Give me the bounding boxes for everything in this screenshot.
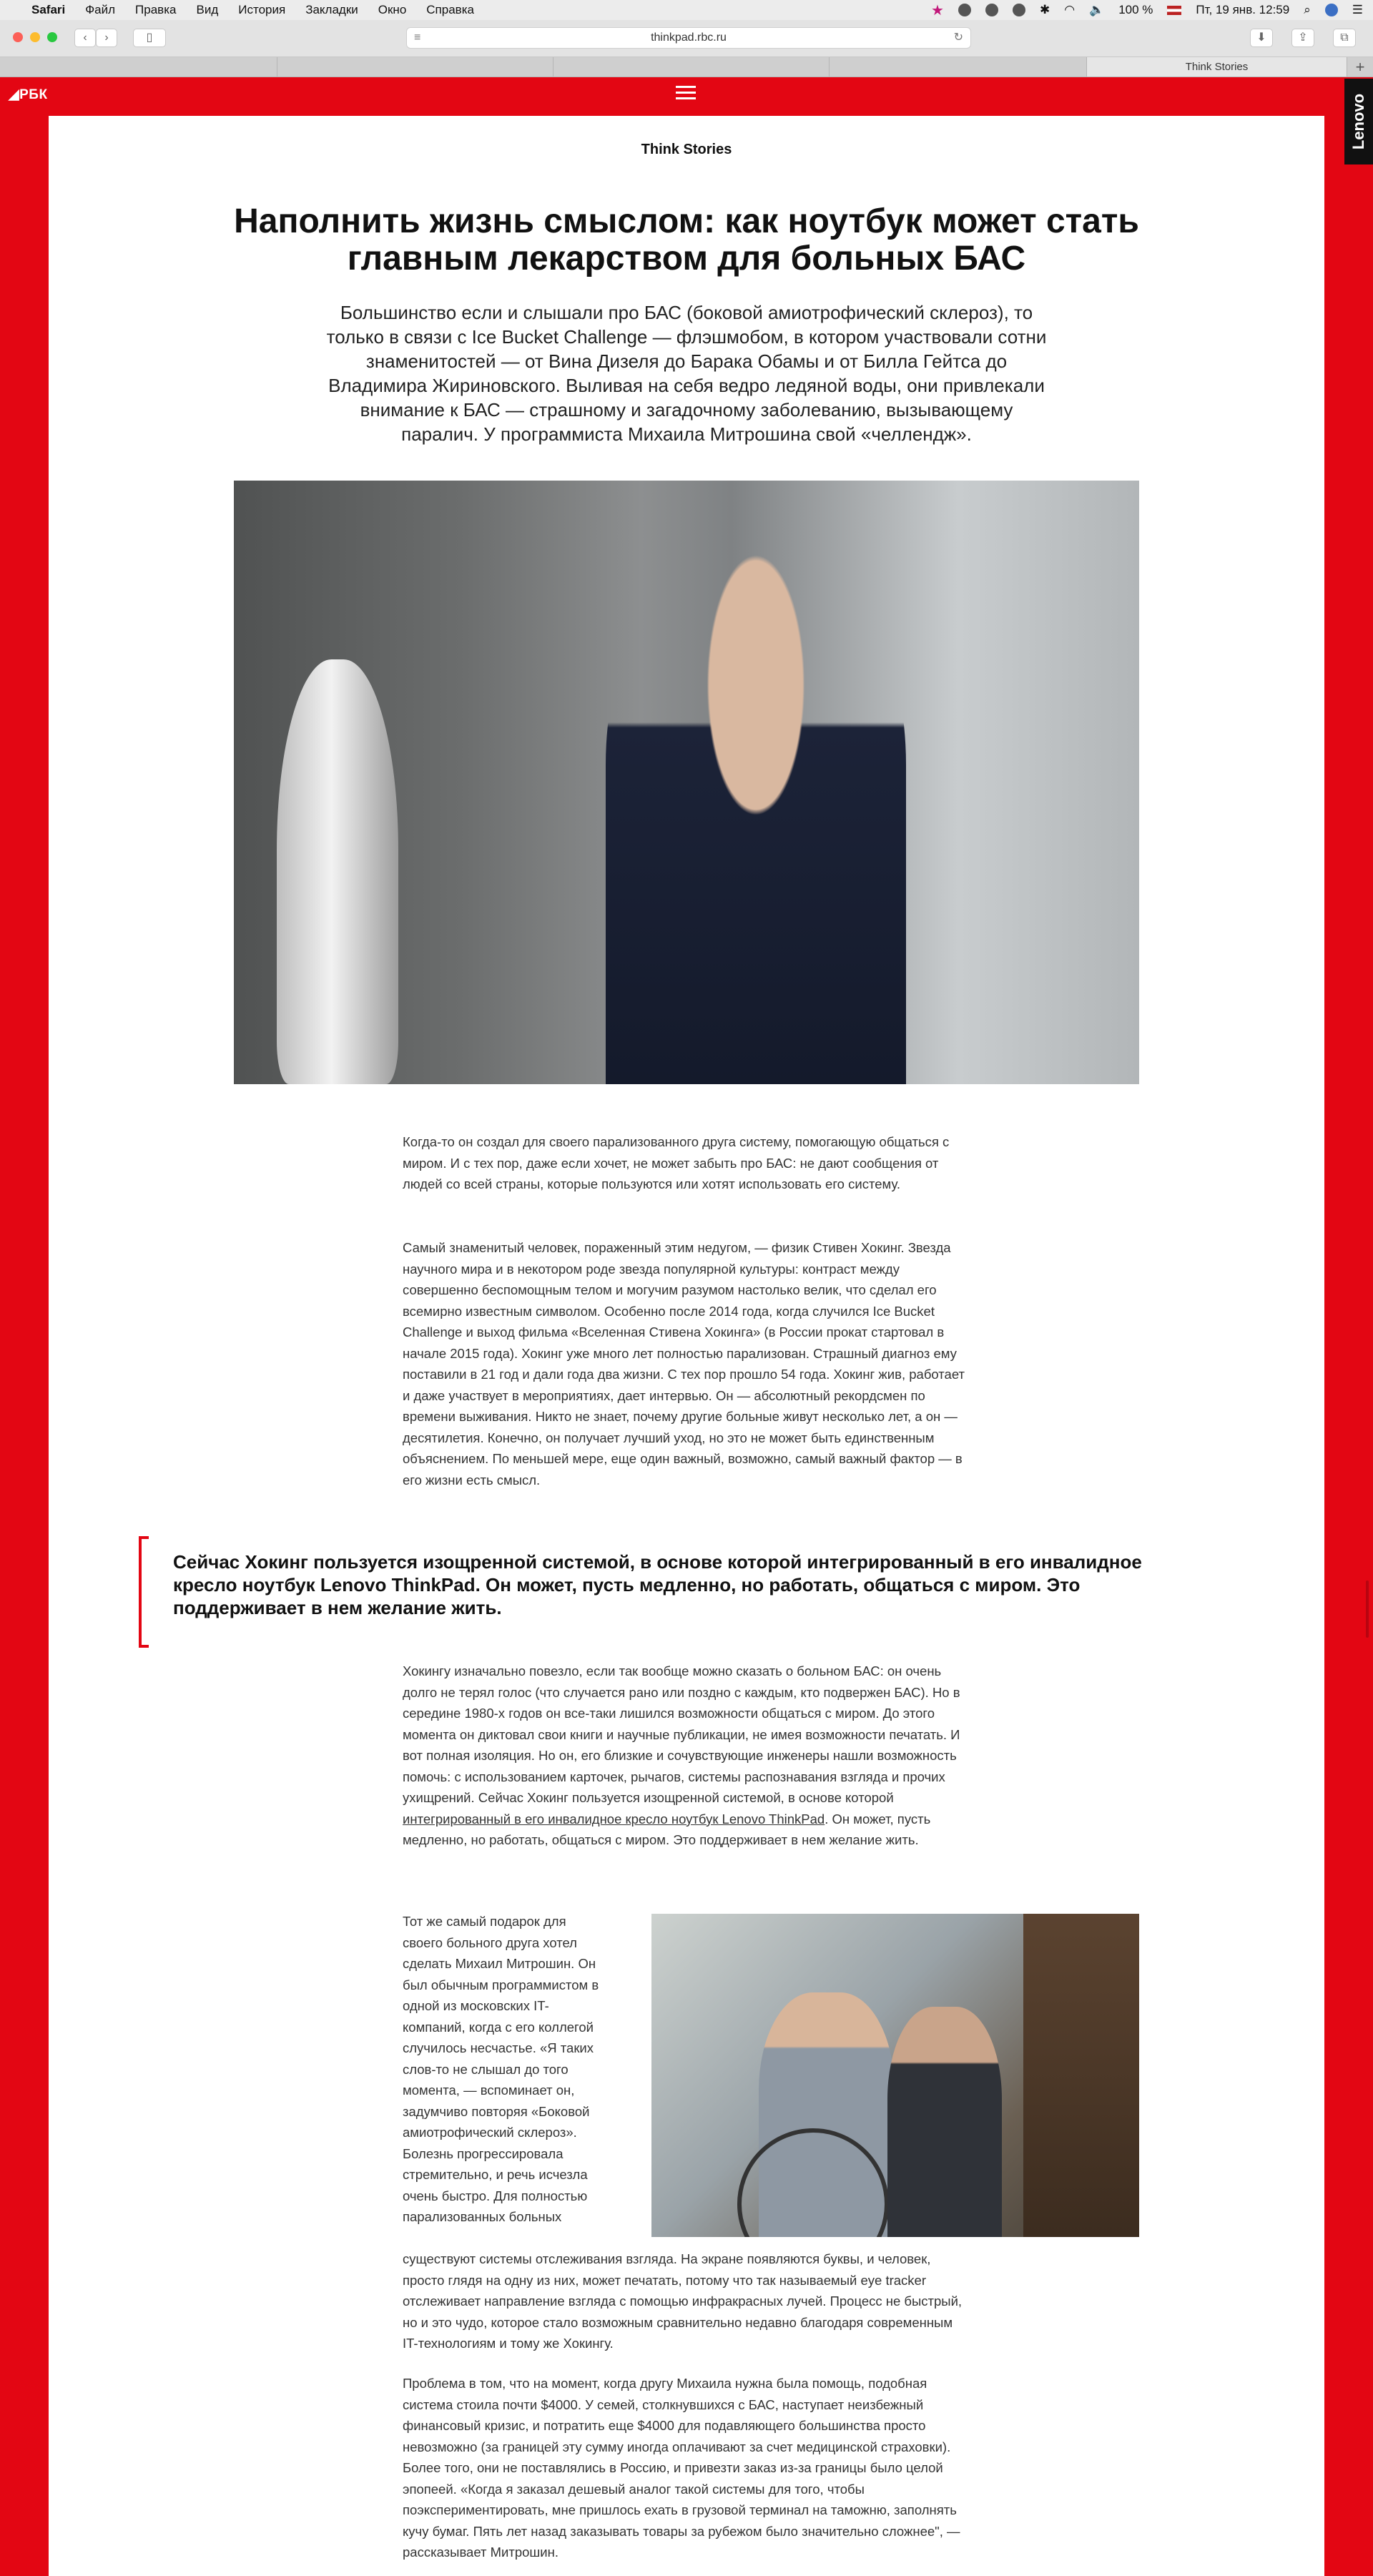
user-avatar-icon[interactable] bbox=[1325, 4, 1338, 16]
browser-toolbar bbox=[0, 20, 1373, 57]
close-window-icon[interactable] bbox=[13, 32, 23, 42]
show-tabs-button[interactable]: ⧉ bbox=[1333, 29, 1356, 47]
macos-menubar bbox=[0, 0, 1373, 20]
menu-help[interactable]: Справка bbox=[426, 3, 474, 16]
bookshelf-shape bbox=[1023, 1914, 1139, 2237]
tab-2[interactable] bbox=[277, 57, 553, 77]
pull-quote-text: Сейчас Хокинг пользуется изощренной системой, в основе которой интегрированный в его инвалидное кресло ноутбук Lenovo ThinkPad. Он может, пусть медленно, но работать, общаться с миром. Это поддерживает в нем желание жить. bbox=[173, 1551, 1142, 1618]
sync-icon[interactable] bbox=[985, 4, 998, 16]
menu-view[interactable]: Вид bbox=[196, 3, 219, 16]
zoom-window-icon[interactable] bbox=[47, 32, 57, 42]
statue-shape bbox=[277, 659, 398, 1084]
paragraph-3 bbox=[403, 1661, 969, 1851]
time-machine-icon[interactable] bbox=[1013, 4, 1025, 16]
friend-figure bbox=[887, 2007, 1002, 2237]
menu-edit[interactable]: Правка bbox=[135, 3, 177, 16]
reader-icon[interactable]: ≡ bbox=[414, 31, 421, 44]
notification-center-icon[interactable]: ☰ bbox=[1352, 3, 1363, 16]
article-container bbox=[49, 116, 1324, 2576]
battery-text[interactable]: 100 % bbox=[1118, 3, 1153, 16]
rbc-logo[interactable] bbox=[9, 87, 48, 103]
forward-button[interactable]: › bbox=[96, 29, 117, 47]
paragraph-2: Самый знаменитый человек, пораженный этим недугом, — физик Стивен Хокинг. Звезда научного мира и в некотором роде звезда популярной культуры: контраст между совершенно беспомощным телом и могучим разумом настолько велик, что сделал его всемирно известным символом. Особенно после 2014 года, когда случился Ice Bucket Challenge и выход фильма «Вселенная Стивена Хокинга» (в России прокат стартовал в начале 2015 года). Хокинг уже много лет полностью парализован. Страшный диагноз ему поставили в 21 год и дали года два жизни. С тех пор прошло 54 года. Хокинг жив, работает и даже участвует в мероприятиях, дает интервью. Он — абсолютный рекордсмен по времени выживания. Никто не знает, почему другие больные живут несколько лет, а он — десятилетия. Конечно, он получает лучший уход, но это не может быть единственным объяснением. По меньшей мере, еще один важный, возможно, самый важный фактор — в его жизни есть смысл. bbox=[403, 1240, 965, 1488]
menu-history[interactable]: История bbox=[238, 3, 286, 16]
volume-icon[interactable]: 🔈 bbox=[1089, 3, 1105, 16]
tab-bar bbox=[0, 57, 1373, 77]
paragraph-3-tail: . Он может, пусть медленно, но работать, общаться с миром. Это поддерживает в нем желание жить. bbox=[403, 1811, 931, 1847]
dropbox-icon[interactable] bbox=[958, 4, 971, 16]
hero-photo bbox=[234, 481, 1139, 1084]
paragraph-1: Когда-то он создал для своего парализованного друга систему, помогающую общаться с миром. И с тех пор, даже если хочет, не может забыть про БАС: не дают сообщения от людей со всей страны, которые пользуются или хотят использовать его систему. bbox=[403, 1134, 950, 1191]
article-lead: Большинство если и слышали про БАС (боковой амиотрофический склероз), то только в связи с Ice Bucket Challenge — флэшмобом, в котором участвовали сотни знаменитостей — от Вина Дизеля до Барака Обамы и от Билла Гейтса до Владимира Жириновского. Выливая на себя ведро ледяной воды, они привлекали внимание к БАС — страшному и загадочному заболеванию, вызывающему паралич. У программиста Михаила Митрошина свой «челлендж». bbox=[326, 302, 1047, 445]
tab-3[interactable] bbox=[553, 57, 830, 77]
lenovo-side-banner[interactable] bbox=[1344, 79, 1373, 164]
paragraph-4-column: Тот же самый подарок для своего больного друга хотел сделать Михаил Митрошин. Он был обычным программистом в одной из московских IT-компаний, когда с его коллегой случилось несчастье. «Я таких слов-то не слышал до того момента, — вспоминает он, задумчиво повторяя «Боковой амиотрофический склероз». Болезнь прогрессировала стремительно, и речь исчезла очень быстро. Для полностью парализованных больных bbox=[403, 1914, 599, 2224]
pull-quote bbox=[139, 1536, 1233, 1648]
paragraph-3-text: Хокингу изначально повезло, если так вообще можно сказать о больном БАС: он очень долго не терял голос (что случается рано или поздно с каждым, кто подвержен БАС). Но в середине 1980-х годов он все-таки лишился возможности общаться с миром. До этого момента он диктовал свои книги и научные публикации, не имея возможности печатать. И вот полная изоляция. Но он, его близкие и сочувствующие инженеры нашли возможность помочь: с использованием карточек, рычагов, системы распознавания взгляда и прочих ухищрений. Сейчас Хокинг пользуется изощренной системой, в основе которой bbox=[403, 1663, 960, 1805]
sidebar-toggle-button[interactable]: ▯ bbox=[133, 29, 166, 47]
tab-4[interactable] bbox=[830, 57, 1087, 77]
bluetooth-icon[interactable]: ✱ bbox=[1039, 3, 1050, 16]
rbc-logo-mark: ◢ bbox=[9, 87, 20, 102]
section-kicker[interactable]: Think Stories bbox=[641, 142, 732, 157]
star-icon[interactable]: ★ bbox=[931, 2, 944, 19]
menubar-status-area bbox=[931, 1, 1363, 19]
reload-icon[interactable]: ↻ bbox=[953, 31, 963, 44]
url-text: thinkpad.rbc.ru bbox=[651, 31, 727, 44]
share-button[interactable]: ⇪ bbox=[1291, 29, 1314, 47]
paragraph-5: Проблема в том, что на момент, когда другу Михаила нужна была помощь, подобная система стоила почти $4000. У семей, столкнувшихся с БАС, наступает неизбежный финансовый кризис, и потратить еще $4000 для подавляющего большинства просто невозможно (за границей эту сумму иногда оплачивают за счет медицинской страховки). Более того, они не поставлялись в Россию, и привезти заказ из-за границы было целой эпопеей. «Когда я заказал дешевый аналог такой системы для того, чтобы поэкспериментировать, мне пришлось ехать в грузовой терминал на таможню, заполнять кучу бумаг. Пять лет назад заказывать товары за рубежом было значительно сложнее", — рассказывает Митрошин. bbox=[403, 2376, 960, 2560]
scroll-indicator[interactable] bbox=[1366, 1580, 1369, 1638]
menu-hamburger-icon[interactable] bbox=[676, 86, 696, 100]
minimize-window-icon[interactable] bbox=[30, 32, 40, 42]
thinkpad-link[interactable]: интегрированный в его инвалидное кресло ноутбук Lenovo ThinkPad bbox=[403, 1811, 825, 1827]
tab-1[interactable] bbox=[0, 57, 277, 77]
menu-app-name[interactable]: Safari bbox=[31, 3, 66, 16]
article-title: Наполнить жизнь смыслом: как ноутбук может стать главным лекарством для больных БАС bbox=[234, 202, 1139, 277]
new-tab-button[interactable]: + bbox=[1355, 58, 1365, 76]
address-bar[interactable] bbox=[406, 27, 971, 49]
wheelchair-photo bbox=[651, 1914, 1139, 2237]
wifi-icon[interactable]: ◠ bbox=[1064, 3, 1076, 16]
menu-bookmarks[interactable]: Закладки bbox=[305, 3, 358, 16]
spotlight-icon[interactable]: ⌕ bbox=[1304, 3, 1311, 16]
back-button[interactable]: ‹ bbox=[74, 29, 96, 47]
flag-icon[interactable] bbox=[1167, 6, 1181, 15]
rbc-logo-text: РБК bbox=[19, 87, 48, 102]
menu-file[interactable]: Файл bbox=[85, 3, 116, 16]
downloads-button[interactable]: ⬇ bbox=[1250, 29, 1273, 47]
tab-think-stories[interactable]: Think Stories bbox=[1087, 57, 1347, 77]
clock-text[interactable]: Пт, 19 янв. 12:59 bbox=[1196, 3, 1290, 16]
menu-window[interactable]: Окно bbox=[378, 3, 407, 16]
man-figure bbox=[606, 552, 906, 1084]
lenovo-banner-text: Lenovo bbox=[1349, 93, 1367, 150]
paragraph-4-wide: существуют системы отслеживания взгляда. На экране появляются буквы, и человек, просто глядя на одну из них, может печатать, потому что так называемый eye tracker отслеживает направление взгляда с помощью инфракрасных лучей. Процесс не быстрый, но и это чудо, которое стало возможным сравнительно недавно благодаря современным IT-технологиям и тому же Хокингу. bbox=[403, 2251, 963, 2351]
